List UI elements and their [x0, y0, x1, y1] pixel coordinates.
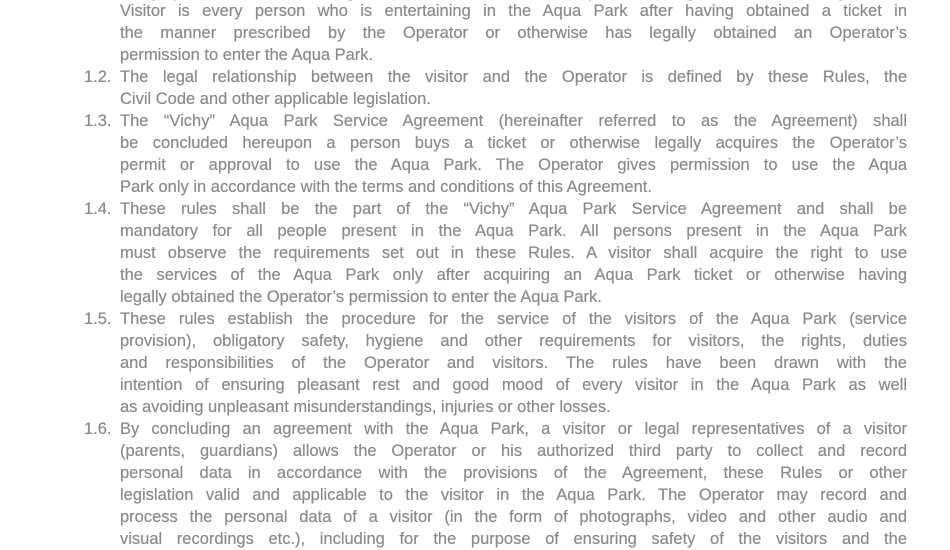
paragraph [84, 66, 907, 110]
text-line: (parents, guardians) allows the Operator or his authorized third party to collect and record [120, 442, 907, 460]
text-line: permit or approval to use the Aqua Park. The Operator gives permission to use the Aqua [120, 156, 907, 174]
text-line: personal data in accordance with the provisions of the Agreement, these Rules or other [120, 464, 907, 482]
paragraph [84, 110, 907, 198]
text-line: the services of the Aqua Park only after acquiring an Aqua Park ticket or otherwise having [120, 266, 907, 284]
paragraph-list [84, 0, 907, 550]
terms-text-block [84, 0, 907, 550]
paragraph-number: 1.4. [84, 200, 112, 218]
text-line: as avoiding unpleasant misunderstandings, injuries or other losses. [120, 398, 611, 416]
text-line: permission to enter the Aqua Park. [120, 46, 374, 64]
paragraph-number: 1.3. [84, 112, 112, 130]
paragraph-number: 1.6. [84, 420, 112, 438]
text-line: These rules shall be the part of the “Vichy” Aqua Park Service Agreement and shall be [120, 200, 907, 218]
text-line: legally obtained the Operator’s permission to enter the Aqua Park. [120, 288, 602, 306]
text-line: These rules establish the procedure for the service of the visitors of the Aqua Park (service [120, 310, 907, 328]
text-line: and responsibilities of the Operator and visitors. The rules have been drawn with the [120, 354, 907, 372]
text-line: Civil Code and other applicable legislation. [120, 90, 431, 108]
text-line: Visitor is every person who is entertaining in the Aqua Park after having obtained a ticket in [120, 2, 907, 20]
text-line: intention of ensuring pleasant rest and good mood of every visitor in the Aqua Park as well [120, 376, 907, 394]
text-line: visual recordings etc.), including for the purpose of ensuring safety of the visitors and the [120, 530, 907, 548]
text-line: the manner prescribed by the Operator or otherwise has legally obtained an Operator’s [120, 24, 907, 42]
paragraph [84, 418, 907, 550]
paragraph [120, 0, 907, 66]
text-line: Park only in accordance with the terms and conditions of this Agreement. [120, 178, 652, 196]
paragraph [84, 308, 907, 418]
text-line: mandatory for all people present in the Aqua Park. All persons present in the Aqua Park [120, 222, 907, 240]
paragraph-number: 1.5. [84, 310, 112, 328]
text-line: The “Vichy” Aqua Park Service Agreement (hereinafter referred to as the Agreement) shall [120, 112, 907, 130]
text-line: must observe the requirements set out in these Rules. A visitor shall acquire the right to use [120, 244, 907, 262]
text-line: By concluding an agreement with the Aqua Park, a visitor or legal representatives of a visitor [120, 420, 907, 438]
paragraph [84, 198, 907, 308]
paragraph-number: 1.2. [84, 68, 112, 86]
text-line: The legal relationship between the visitor and the Operator is defined by these Rules, the [120, 68, 907, 86]
text-line: legislation valid and applicable to the visitor in the Aqua Park. The Operator may record and [120, 486, 907, 504]
text-line: be concluded hereupon a person buys a ticket or otherwise legally acquires the Operator’s [120, 134, 907, 152]
text-line: process the personal data of a visitor (in the form of photographs, video and other audio and [120, 508, 907, 526]
text-line: provision), obligatory safety, hygiene and other requirements for visitors, the rights, duties [120, 332, 907, 350]
